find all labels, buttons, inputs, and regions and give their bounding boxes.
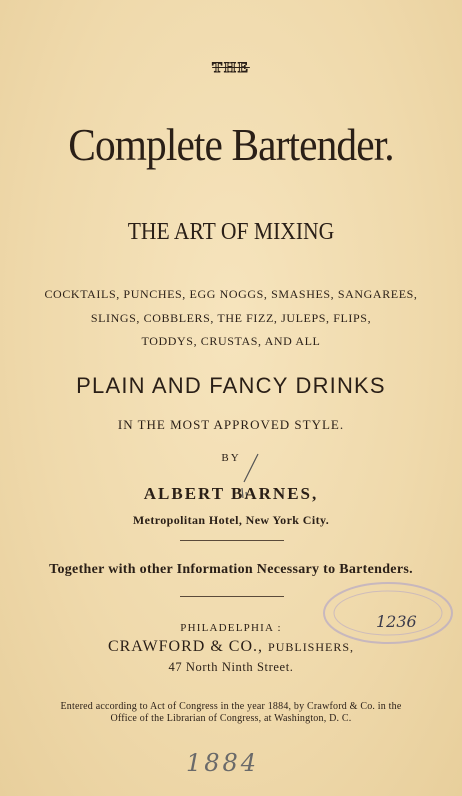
author-name: ALBERT BARNES, bbox=[143, 484, 319, 503]
book-title: Complete Bartender. bbox=[68, 119, 394, 170]
publisher-name: CRAWFORD & CO., bbox=[107, 638, 264, 655]
imprint-city: PHILADELPHIA : bbox=[180, 622, 282, 634]
author-affiliation: Metropolitan Hotel, New York City. bbox=[132, 513, 330, 527]
publisher-suffix: PUBLISHERS, bbox=[268, 640, 355, 654]
divider bbox=[180, 596, 284, 597]
drinks-list-line: SLINGS, COBBLERS, THE FIZZ, JULEPS, FLIPS, bbox=[90, 311, 372, 325]
together-line: Together with other Information Necessary to Bartenders. bbox=[49, 562, 413, 577]
plain-fancy-heading: PLAIN AND FANCY DRINKS bbox=[76, 373, 386, 398]
handwritten-number: 1236 bbox=[376, 612, 417, 631]
copyright-line: Office of the Librarian of Congress, at Washington, D. C. bbox=[110, 713, 352, 724]
drinks-list-line: TODDYS, CRUSTAS, AND ALL bbox=[141, 334, 321, 348]
imprint-address: 47 North Ninth Street. bbox=[168, 660, 294, 674]
copyright-line: Entered according to Act of Congress in the year 1884, by Crawford & Co. in the bbox=[60, 701, 402, 712]
divider bbox=[180, 540, 284, 541]
style-line: IN THE MOST APPROVED STYLE. bbox=[117, 417, 345, 432]
subtitle: THE ART OF MIXING bbox=[127, 219, 335, 245]
drinks-list-line: COCKTAILS, PUNCHES, EGG NOGGS, SMASHES, SANGAREES, bbox=[44, 287, 418, 301]
handwritten-year: 1884 bbox=[186, 749, 260, 777]
by-label: BY bbox=[221, 452, 241, 464]
header-the: THE bbox=[212, 60, 250, 76]
